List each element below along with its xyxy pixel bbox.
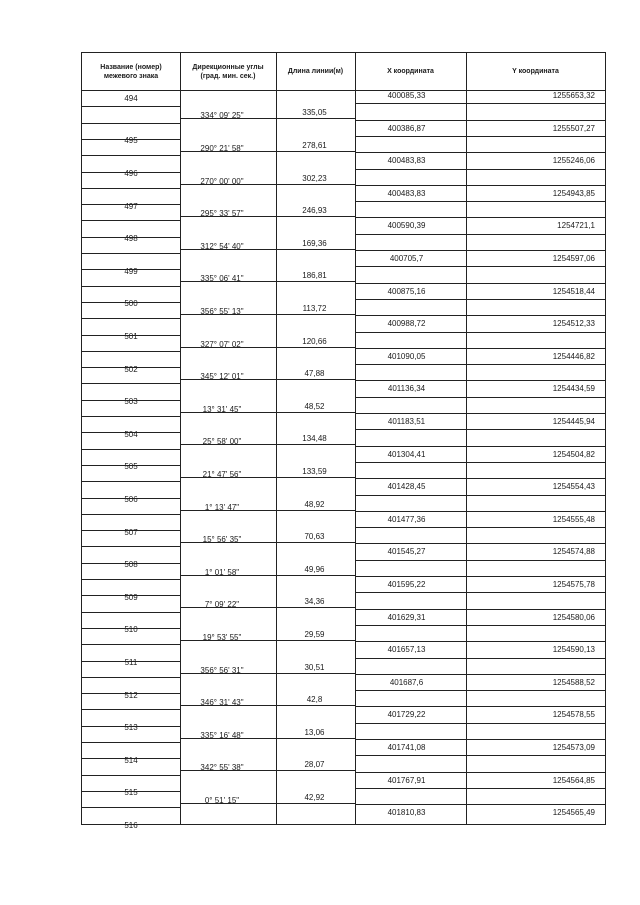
x-coordinate: 401741,08 [387, 743, 426, 752]
row-divider [355, 283, 605, 284]
row-divider [355, 266, 605, 267]
y-coordinate: 1255653,32 [552, 91, 595, 100]
line-length: 113,72 [302, 303, 327, 313]
x-coordinate: 400386,87 [387, 123, 426, 133]
point-name: 498 [124, 234, 138, 244]
line-length: 70,63 [304, 532, 325, 542]
row-divider [82, 139, 180, 140]
row-divider [82, 318, 180, 319]
row-divider [355, 658, 605, 659]
row-divider [355, 739, 605, 740]
y-coordinate: 1254575,78 [552, 580, 595, 589]
y-coordinate: 1254504,82 [552, 449, 595, 459]
row-divider [355, 625, 605, 626]
line-length: 29,59 [304, 629, 325, 639]
direction-angle: 295° 33' 57" [200, 209, 244, 219]
row-divider [355, 723, 605, 724]
row-divider [180, 281, 355, 282]
point-name: 511 [124, 657, 138, 667]
row-divider [82, 172, 180, 173]
line-length: 133,59 [302, 466, 327, 476]
row-divider [180, 444, 355, 445]
direction-angle: 13° 31' 45" [202, 404, 242, 414]
row-divider [355, 478, 605, 479]
row-divider [355, 446, 605, 447]
row-divider [355, 641, 605, 642]
row-divider [82, 367, 180, 368]
row-divider [82, 286, 180, 287]
row-divider [180, 607, 355, 608]
direction-angle: 1° 13' 47" [204, 502, 240, 512]
row-divider [82, 661, 180, 662]
row-divider [180, 673, 355, 674]
row-divider [82, 791, 180, 792]
point-name: 507 [124, 527, 138, 537]
row-divider [82, 269, 180, 270]
x-coordinate: 400988,72 [387, 319, 426, 329]
row-divider [82, 628, 180, 629]
line-length: 169,36 [302, 238, 327, 248]
row-divider [355, 120, 605, 121]
direction-angle: 0° 51' 15" [204, 795, 240, 805]
row-divider [82, 530, 180, 531]
x-coordinate: 401136,34 [387, 384, 426, 394]
row-divider [180, 118, 355, 119]
line-length: 34,36 [304, 597, 325, 607]
point-name: 501 [124, 331, 138, 341]
row-divider [82, 775, 180, 776]
x-coordinate: 401657,13 [387, 645, 426, 655]
line-length: 134,48 [302, 434, 327, 444]
row-divider [355, 543, 605, 544]
x-coordinate: 401183,51 [387, 417, 426, 426]
row-divider [82, 465, 180, 466]
line-length: 13,06 [304, 727, 325, 737]
header-line-length: Длина линии(м) [287, 68, 344, 75]
y-coordinate: 1254588,52 [552, 677, 595, 687]
row-divider [355, 690, 605, 691]
direction-angle: 19° 53' 55" [202, 632, 242, 642]
point-name: 512 [124, 690, 138, 700]
row-divider [180, 151, 355, 152]
row-divider [82, 123, 180, 124]
row-divider [82, 709, 180, 710]
direction-angle: 7° 09' 22" [204, 600, 240, 610]
row-divider [355, 348, 605, 349]
point-name: 508 [124, 560, 138, 570]
row-divider [82, 351, 180, 352]
point-name: 504 [124, 429, 138, 439]
row-divider [355, 234, 605, 235]
direction-angle: 356° 55' 13" [200, 306, 244, 316]
x-coordinate: 401545,27 [387, 547, 426, 557]
row-divider [82, 595, 180, 596]
direction-angle: 25° 58' 00" [202, 437, 242, 447]
row-divider [180, 412, 355, 413]
header-y-coordinate: Y координата [512, 68, 559, 75]
line-length: 30,51 [304, 662, 325, 672]
y-coordinate: 1254564,85 [552, 775, 595, 785]
x-coordinate: 401767,91 [387, 775, 426, 785]
direction-angle: 345° 12' 01" [200, 372, 244, 382]
row-divider [82, 416, 180, 417]
point-name: 495 [124, 136, 138, 146]
direction-angle: 15° 56' 35" [202, 535, 242, 545]
row-divider [355, 299, 605, 300]
row-divider [82, 383, 180, 384]
row-divider [82, 807, 180, 808]
header-direction-angle: Дирекционные углы (град. мин. сек.) [192, 63, 264, 80]
row-divider [355, 592, 605, 593]
y-coordinate: 1254518,44 [552, 286, 595, 296]
row-divider [82, 546, 180, 547]
line-length: 278,61 [302, 140, 327, 150]
x-coordinate: 401629,31 [387, 612, 426, 622]
row-divider [355, 772, 605, 773]
point-name: 500 [124, 299, 138, 309]
row-divider [82, 514, 180, 515]
line-length: 48,52 [304, 401, 325, 411]
y-coordinate: 1255246,06 [552, 156, 595, 166]
row-divider [82, 335, 180, 336]
point-name: 497 [124, 201, 138, 211]
x-coordinate: 400483,83 [387, 156, 426, 166]
line-length: 48,92 [304, 499, 325, 509]
x-coordinate: 401304,41 [387, 449, 426, 459]
row-divider [355, 136, 605, 137]
y-coordinate: 1254573,09 [552, 743, 595, 752]
x-coordinate: 401477,36 [387, 514, 426, 524]
x-coordinate: 400483,83 [387, 188, 426, 198]
row-divider [355, 804, 605, 805]
row-divider [355, 560, 605, 561]
y-coordinate: 1254434,59 [552, 384, 595, 394]
row-divider [180, 640, 355, 641]
point-name: 503 [124, 397, 138, 407]
y-coordinate: 1254554,43 [552, 482, 595, 492]
direction-angle: 21° 47' 56" [202, 469, 242, 479]
y-coordinate: 1254580,06 [552, 612, 595, 622]
row-divider [355, 364, 605, 365]
line-length: 49,96 [304, 564, 325, 574]
row-divider [180, 216, 355, 217]
row-divider [355, 201, 605, 202]
row-divider [180, 705, 355, 706]
y-coordinate: 1254565,49 [552, 808, 595, 818]
row-divider [355, 380, 605, 381]
direction-angle: 1° 01' 58" [204, 567, 240, 577]
row-divider [355, 217, 605, 218]
row-divider [180, 510, 355, 511]
row-divider [180, 379, 355, 380]
row-divider [355, 169, 605, 170]
x-coordinate: 401810,83 [387, 808, 426, 818]
row-divider [355, 674, 605, 675]
row-divider [355, 103, 605, 104]
row-divider [180, 184, 355, 185]
y-coordinate: 1254445,94 [552, 417, 595, 426]
x-coordinate: 401428,45 [387, 482, 426, 492]
row-divider [355, 332, 605, 333]
y-coordinate: 1254512,33 [552, 319, 595, 329]
direction-angle: 270° 00' 00" [200, 176, 244, 186]
row-divider [355, 185, 605, 186]
line-length: 186,81 [302, 271, 327, 281]
row-divider [82, 220, 180, 221]
row-divider [355, 576, 605, 577]
line-length: 302,23 [302, 173, 327, 183]
row-divider [180, 477, 355, 478]
row-divider [180, 575, 355, 576]
point-name: 502 [124, 364, 138, 374]
direction-angle: 327° 07' 02" [200, 339, 244, 349]
point-name: 494 [124, 93, 138, 103]
row-divider [355, 315, 605, 316]
x-coordinate: 401729,22 [387, 710, 426, 720]
row-divider [180, 542, 355, 543]
row-divider [82, 742, 180, 743]
x-coordinate: 400705,7 [389, 254, 424, 263]
row-divider [180, 803, 355, 804]
row-divider [82, 677, 180, 678]
row-divider [355, 429, 605, 430]
row-divider [180, 770, 355, 771]
y-coordinate: 1254446,82 [552, 351, 595, 361]
row-divider [82, 188, 180, 189]
row-divider [180, 314, 355, 315]
row-divider [180, 738, 355, 739]
x-coordinate: 401595,22 [387, 580, 426, 589]
row-divider [355, 609, 605, 610]
direction-angle: 290° 21' 58" [200, 143, 244, 153]
y-coordinate: 1254555,48 [552, 514, 595, 524]
point-name: 515 [124, 788, 138, 798]
row-divider [82, 498, 180, 499]
y-coordinate: 1254578,55 [552, 710, 595, 720]
point-name: 509 [124, 592, 138, 602]
row-divider [82, 253, 180, 254]
line-length: 42,8 [306, 695, 323, 705]
row-divider [355, 152, 605, 153]
point-name: 510 [124, 625, 138, 635]
row-divider [82, 204, 180, 205]
point-name: 514 [124, 755, 138, 765]
y-coordinate: 1254943,85 [552, 188, 595, 198]
header-point-name: Название (номер) межевого знака [100, 63, 162, 80]
line-length: 47,88 [304, 369, 325, 379]
row-divider [82, 726, 180, 727]
header-x-coordinate: X координата [387, 68, 434, 75]
row-divider [82, 237, 180, 238]
direction-angle: 312° 54' 40" [200, 241, 244, 251]
row-divider [82, 563, 180, 564]
row-divider [180, 347, 355, 348]
row-divider [82, 400, 180, 401]
row-divider [82, 644, 180, 645]
point-name: 496 [124, 168, 138, 178]
row-divider [82, 302, 180, 303]
x-coordinate: 400085,33 [387, 91, 426, 100]
x-coordinate: 401687,6 [389, 677, 424, 687]
point-name: 499 [124, 266, 138, 276]
line-length: 42,92 [304, 792, 325, 802]
y-coordinate: 1254721,1 [557, 221, 595, 231]
point-name: 505 [124, 462, 138, 472]
row-divider [355, 495, 605, 496]
row-divider [355, 250, 605, 251]
row-divider [355, 706, 605, 707]
direction-angle: 335° 16' 48" [200, 730, 244, 740]
y-coordinate: 1254590,13 [552, 645, 595, 655]
row-divider [355, 788, 605, 789]
direction-angle: 356° 56' 31" [200, 665, 244, 675]
row-divider [82, 481, 180, 482]
boundary-coordinates-table [81, 52, 606, 830]
row-divider [180, 249, 355, 250]
direction-angle: 335° 06' 41" [200, 274, 244, 284]
x-coordinate: 401090,05 [387, 351, 426, 361]
line-length: 120,66 [302, 336, 327, 346]
x-coordinate: 400875,16 [387, 286, 426, 296]
direction-angle: 342° 55' 38" [200, 763, 244, 773]
row-divider [82, 155, 180, 156]
row-divider [355, 527, 605, 528]
row-divider [82, 432, 180, 433]
row-divider [82, 612, 180, 613]
y-coordinate: 1254597,06 [552, 254, 595, 263]
row-divider [355, 413, 605, 414]
line-length: 246,93 [302, 206, 327, 216]
direction-angle: 334° 09' 25" [200, 111, 244, 121]
row-divider [355, 397, 605, 398]
direction-angle: 346° 31' 43" [200, 698, 244, 708]
row-divider [355, 511, 605, 512]
point-name: 506 [124, 494, 138, 504]
y-coordinate: 1254574,88 [552, 547, 595, 557]
y-coordinate: 1255507,27 [552, 123, 595, 133]
line-length: 335,05 [302, 108, 327, 118]
row-divider [82, 579, 180, 580]
row-divider [82, 449, 180, 450]
row-divider [355, 755, 605, 756]
row-divider [82, 106, 180, 107]
point-name: 516 [124, 820, 138, 830]
row-divider [82, 693, 180, 694]
row-divider [355, 462, 605, 463]
x-coordinate: 400590,39 [387, 221, 426, 231]
point-name: 513 [124, 723, 138, 733]
row-divider [82, 758, 180, 759]
line-length: 28,07 [304, 760, 325, 770]
